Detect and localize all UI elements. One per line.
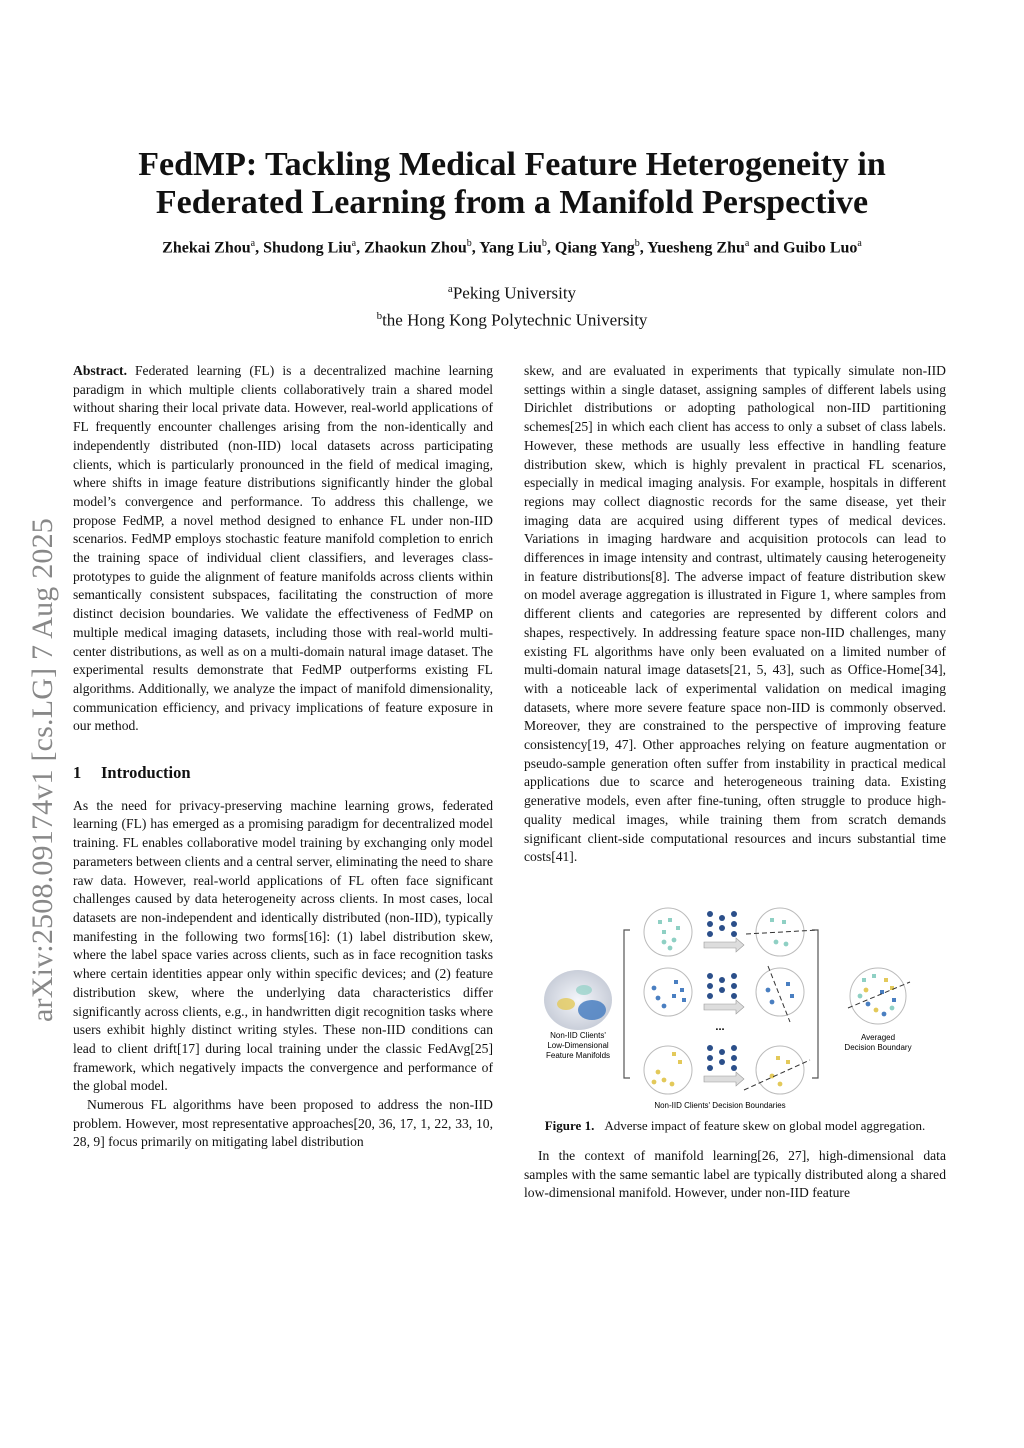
figure-label: Figure 1. (544, 1118, 595, 1133)
right-label-line-1: Averaged (860, 1033, 896, 1042)
arrow-icon (704, 1000, 744, 1014)
intro-paragraph-3: In the context of manifold learning[26, 27], high-dimensional data samples with the same semantic label are typically distributed along a shared low-dimensional manifold. However, under non-IID feature (524, 1148, 946, 1201)
decision-boundary-line (768, 966, 790, 1022)
feature-manifold-blob (544, 970, 612, 1030)
author-affiliation-mark: b (541, 238, 547, 249)
author-affiliation-mark: b (634, 238, 640, 249)
left-bracket (624, 930, 630, 1078)
figure-caption-text: Adverse impact of feature skew on global model aggregation. (604, 1118, 926, 1133)
network-icon (707, 911, 737, 937)
right-label-line-2: Decision Boundary (844, 1043, 912, 1052)
abstract (73, 362, 493, 736)
figure-1-caption (524, 1118, 946, 1134)
paper-title (60, 146, 964, 222)
affiliation-line: $^b$the Hong Kong Polytechnic University (376, 309, 648, 330)
author-name: Guibo Luo (783, 239, 858, 257)
affiliations (200, 278, 824, 331)
affiliation-line: $^a$Peking University (447, 283, 577, 303)
section-heading-introduction (73, 764, 493, 783)
author-affiliation-mark: a (351, 238, 357, 249)
right-bracket (812, 930, 818, 1078)
author-name: Zhaokun Zhou (364, 239, 467, 257)
intro-paragraph-1: As the need for privacy-preserving machine learning grows, federated learning (FL) has emerged as a promising paradigm for decentralized model training. FL enables collaborative model training by exchanging only model parameters between clients and a central server, eliminating the need to share raw data. However, real-world applications of FL often face significant challenges caused by data heterogeneity across clients. In most cases, local datasets are non-independent and identically distributed (non-IID), typically manifesting in the following two forms[16]: (1) label distribution skew, where the label space varies across clients, such as in face recognition tasks where certain identities appear only within specific devices; and (2) feature distribution skew, where the underlying data characteristics differ significantly across clients, e.g., in handwritten digit recognition tasks where users exhibit highly distinct writing styles. These non-IID conditions can lead to client drift[17] during local training under the classic FedAvg[25] framework, which negatively impacts the convergence and performance of the global model. (73, 797, 493, 1094)
author-name: Qiang Yang (554, 239, 635, 257)
decision-boundary-line (746, 930, 818, 934)
intro-paragraph-2-continued: skew, and are evaluated in experiments that typically simulate non-IID settings within a single dataset, assigning samples of different labels using Dirichlet distributions or adopting pathological non-IID partitioning schemes[25] in which each client has access to only a subset of class labels. However, these methods are usually less effective in handling feature distribution skew, which is highly prevalent in practical FL scenarios, especially in medical imaging analysis. For example, hospitals in different regions may collect diagnostic records for the same disease, yet their imaging data are acquired using different types of medical devices. Variations in imaging hardware and acquisition protocols can lead to differences in image intensity and contrast, ultimately causing heterogeneity in feature distributions[8]. The adverse impact of feature distribution skew on model average aggregation is illustrated in Figure 1, where samples from different clients and categories are represented by different colors and shapes, respectively. In addressing feature space non-IID challenges, many existing FL algorithms have only been evaluated on a limited number of multi-domain natural image datasets[21, 5, 43], such as Office-Home[34], with a noticeable lack of experimental validation on medical imaging datasets, where more severe feature space non-IID is commonly observed. Moreover, they are constrained to the perspective of improving feature consistency[19, 47]. Other approaches relying on feature augmentation or pseudo-sample generation often suffer from instability in practical medical applications due to scarce and heterogeneous training data. Existing generative models, even after fine-tuning, often struggle to produce high-quality medical images, while training them from scratch demands significant client-side computational resources and incurs substantial time costs[41]. (524, 363, 946, 865)
client-row-3 (644, 1045, 810, 1094)
left-label-line-3: Feature Manifolds (545, 1051, 611, 1060)
abstract-text: Federated learning (FL) is a decentralized machine learning paradigm in which multiple clients collaboratively train a shared model without sharing their local private data. However, real-world applications of FL frequently encounter challenges arising from the non-identically and independently distributed (non-IID) local datasets across participating clients, which is particularly pronounced in the field of medical imaging, where shifts in image feature distributions significantly hinder the global model’s convergence and performance. To address this challenge, we propose FedMP, a novel method designed to enhance FL under non-IID scenarios. FedMP employs stochastic feature manifold completion to enrich the training space of individual client classifiers, and leverages class-prototypes to guide the alignment of feature manifolds across clients within semantically consistent subspaces, facilitating the construction of more distinct decision boundaries. We validate the effectiveness of FedMP on multiple medical imaging datasets, including those with real-world multi-center distributions, as well as on a multi-domain natural image dataset. The experimental results demonstrate that FedMP outperforms existing FL algorithms. Additionally, we analyze the impact of manifold dimensionality, communication efficiency, and privacy implications of feature exposure in our method. (73, 363, 493, 734)
arrow-icon (704, 938, 744, 952)
client-row-2 (644, 966, 804, 1022)
right-column (524, 362, 946, 867)
author-name: Yuesheng Zhu (647, 239, 745, 257)
author-affiliation-mark: a (857, 238, 862, 249)
network-icon (707, 1045, 737, 1071)
left-label-line-2: Low-Dimensional (547, 1041, 609, 1050)
abstract-label: Abstract. (73, 363, 127, 378)
client-row-1 (644, 908, 818, 956)
author-affiliation-mark: b (466, 238, 472, 249)
ellipsis: ... (715, 1021, 725, 1033)
section-title: Introduction (101, 763, 191, 783)
averaged-model (848, 968, 910, 1024)
intro-paragraph-2: Numerous FL algorithms have been proposed to address the non-IID problem. However, most representative approaches[20, 36, 17, 1, 22, 33, 10, 28, 9] focus primarily on mitigating label distribution (73, 1097, 493, 1150)
title-line-2: Federated Learning from a Manifold Perspective (155, 184, 869, 221)
author-affiliation-mark: a (250, 238, 256, 249)
arxiv-identifier: arXiv:2508.09174v1 [cs.LG] 7 Aug 2025 (26, 517, 59, 1022)
arrow-icon (704, 1072, 744, 1086)
left-column (73, 362, 493, 1152)
author-name: Yang Liu (479, 239, 542, 257)
author-affiliation-mark: a (744, 238, 750, 249)
figure-1 (540, 900, 940, 1115)
title-line-1: FedMP: Tackling Medical Feature Heterogeneity in (138, 146, 886, 183)
decision-boundary-line (744, 1060, 810, 1090)
decision-boundary-line (848, 982, 910, 1008)
network-icon (707, 973, 737, 999)
author-name: Shudong Liu (263, 239, 352, 257)
bottom-label: Non-IID Clients' Decision Boundaries (654, 1101, 786, 1110)
left-label-line-1: Non-IID Clients' (550, 1031, 606, 1040)
author-name: Zhekai Zhou (162, 239, 251, 257)
figure-1-diagram (540, 900, 940, 1115)
section-number: 1 (73, 763, 82, 783)
author-list: Zhekai Zhou$^a$, Shudong Liu$^a$, Zhaokun Zhou$^b$, Yang Liu$^b$, Qiang Yang$^b$, Yuesheng Zhu$^a$ and Guibo Luo$^a$ (162, 238, 862, 257)
